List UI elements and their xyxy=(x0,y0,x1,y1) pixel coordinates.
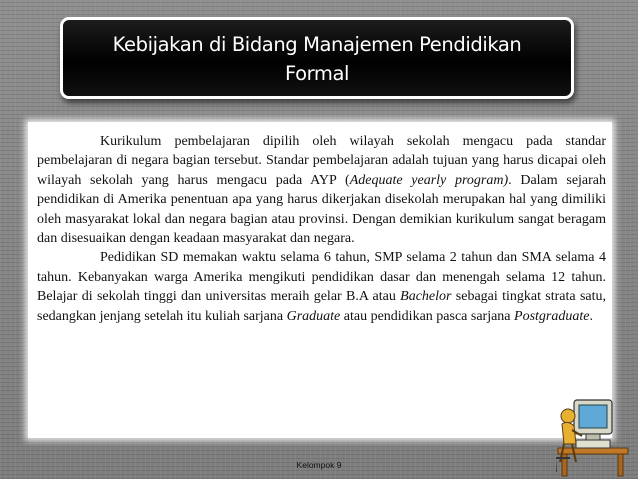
footer-text: Kelompok 9 xyxy=(296,460,342,470)
text-run: atau pendidikan pasca sarjana xyxy=(340,308,515,324)
content-box xyxy=(28,122,612,438)
text-run: Kurikulum pembelajaran dipilih oleh wilayah sekolah mengacu pada standar pembelajaran di negara bagian tersebut. Standar pembelajaran adalah tujuan yang harus dicapai oleh wilayah sekolah yang harus mengacu pada AYP ( xyxy=(37,134,606,188)
paragraph-2 xyxy=(37,248,606,326)
italic-text-run: Bachelor xyxy=(400,289,452,305)
text-run: . Dalam sejarah pendidikan di Amerika penentuan apa yang harus dikerjakan disekolah merupakan hal yang dimiliki oleh masyarakat lokal dan negara bagian atau provinsi. Dengan demikian kurikulum sangat beragam dan disesuaikan dengan keadaan masyarakat dan negara. xyxy=(37,172,607,247)
title-box xyxy=(60,17,574,99)
italic-text-run: Postgraduate xyxy=(514,308,590,324)
text-run: sebagai tingkat strata satu, sedangkan jenjang setelah itu kuliah sarjana xyxy=(37,289,606,324)
text-run: Pedidikan SD memakan waktu selama 6 tahun, SMP selama 2 tahun dan SMA selama 4 tahun. Kebanyakan warga Amerika mengikuti pendidikan dasar dan menengah selama 12 tahun. Belajar di sekolah tinggi dan universitas meraih gelar B.A atau xyxy=(37,250,606,305)
paragraph-1 xyxy=(37,132,606,248)
italic-text-run: Graduate xyxy=(286,308,341,324)
italic-text-run: Adequate yearly program) xyxy=(349,172,509,188)
title-line-1: Kebijakan di Bidang Manajemen Pendidikan xyxy=(112,33,522,56)
title-line-2: Formal xyxy=(284,62,350,85)
slide-title xyxy=(63,30,571,88)
text-run: . xyxy=(589,308,593,324)
body-text xyxy=(37,132,606,326)
